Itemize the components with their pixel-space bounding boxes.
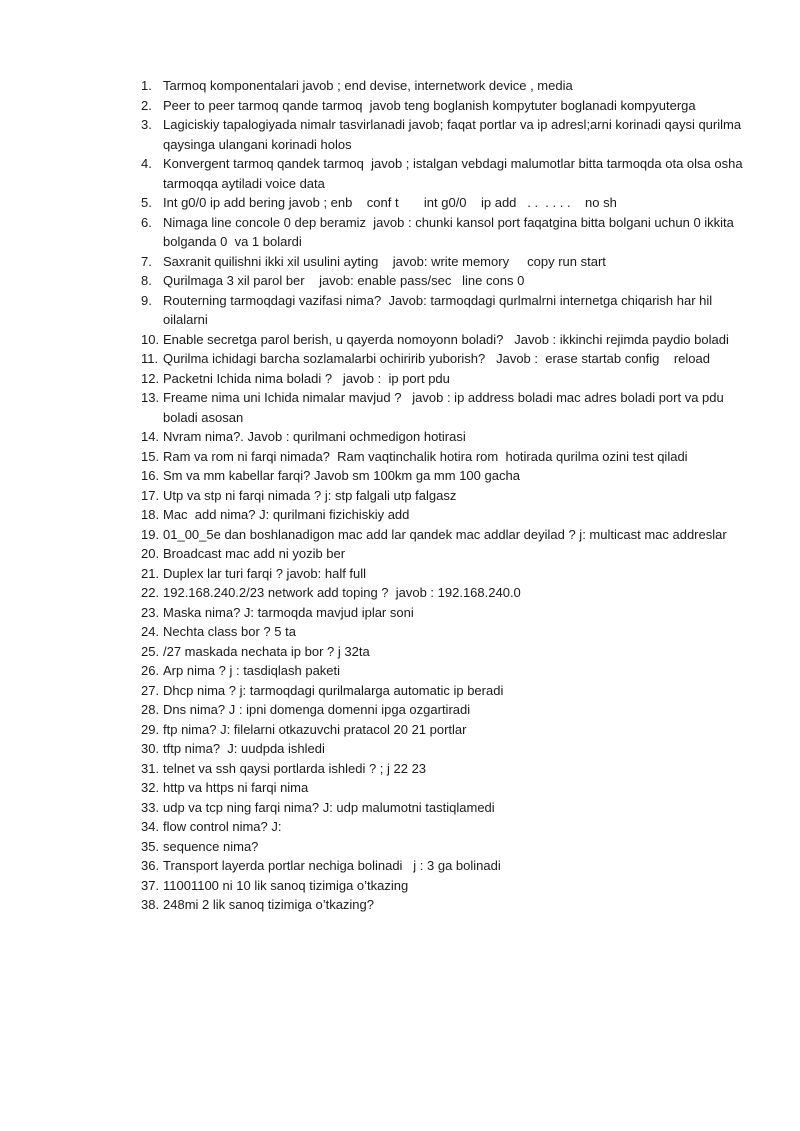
list-item-text: Lagiciskiy tapalogiyada nimalr tasvirlanadi javob; faqat portlar va ip adresl;arni korinadi qaysi qurilma qaysinga ulangani korinadi holos xyxy=(163,117,745,152)
list-item-number-label: 24. xyxy=(141,624,160,639)
list-item-number xyxy=(130,388,163,408)
list-item-number xyxy=(130,447,163,467)
list-item xyxy=(130,739,750,759)
list-item xyxy=(130,349,750,369)
list-item-number xyxy=(130,895,163,915)
list-item-number-label: 30. xyxy=(141,741,160,756)
question-list xyxy=(130,76,750,915)
list-item-number xyxy=(130,252,163,272)
list-item-number xyxy=(130,856,163,876)
list-item-text: Dhcp nima ? j: tarmoqdagi qurilmalarga automatic ip beradi xyxy=(163,682,504,698)
list-item xyxy=(130,96,750,116)
list-item-number xyxy=(130,583,163,603)
list-item-number-label: 34. xyxy=(141,819,160,834)
list-item-text: Nechta class bor ? 5 ta xyxy=(163,624,296,639)
list-item-number-label: 9. xyxy=(141,292,152,308)
list-item-number-label: 26. xyxy=(141,663,160,678)
list-item xyxy=(130,252,750,272)
list-item-number-label: 17. xyxy=(141,487,160,503)
list-item-number-label: 7. xyxy=(141,253,152,269)
list-item-number-label: 5. xyxy=(141,195,152,210)
list-item xyxy=(130,798,750,818)
list-item xyxy=(130,642,750,662)
list-item-number-label: 11. xyxy=(141,351,159,366)
list-item xyxy=(130,778,750,798)
list-item xyxy=(130,544,750,564)
list-item-number-label: 1. xyxy=(141,78,152,93)
list-item xyxy=(130,330,750,350)
list-item xyxy=(130,681,750,701)
list-item xyxy=(130,486,750,506)
list-item-number xyxy=(130,739,163,759)
list-item-number xyxy=(130,622,163,642)
list-item-number xyxy=(130,876,163,896)
list-item-number xyxy=(130,349,163,369)
list-item-number xyxy=(130,76,163,96)
list-item-text: Arp nima ? j : tasdiqlash paketi xyxy=(163,663,341,678)
list-item-number xyxy=(130,700,163,720)
list-item-text: 192.168.240.2/23 network add toping ? javob : 192.168.240.0 xyxy=(163,585,521,600)
list-item-number xyxy=(130,798,163,818)
list-item-text: Nvram nima?. Javob : qurilmani ochmedigon hotirasi xyxy=(163,429,466,444)
list-item-number xyxy=(130,330,163,350)
list-item-number-label: 22. xyxy=(141,585,160,600)
list-item-number-label: 8. xyxy=(141,273,152,288)
list-item-number xyxy=(130,661,163,681)
list-item-number xyxy=(130,193,163,213)
list-item xyxy=(130,583,750,603)
list-item xyxy=(130,856,750,876)
list-item-number xyxy=(130,642,163,662)
list-item-number xyxy=(130,564,163,584)
list-item-number-label: 2. xyxy=(141,97,152,113)
list-item-text: Routerning tarmoqdagi vazifasi nima? Javob: tarmoqdagi qurlmalrni internetga chiqarish har hil oilalarni xyxy=(163,292,716,327)
list-item-number xyxy=(130,427,163,447)
list-item-number-label: 16. xyxy=(141,468,160,483)
list-item-text: udp va tcp ning farqi nima? J: udp malumotni tastiqlamedi xyxy=(163,799,495,815)
list-item xyxy=(130,622,750,642)
list-item-number xyxy=(130,837,163,857)
list-item-text: Transport layerda portlar nechiga bolinadi j : 3 ga bolinadi xyxy=(163,858,501,873)
list-item-number-label: 20. xyxy=(141,546,160,561)
list-item xyxy=(130,388,750,427)
list-item-number-label: 18. xyxy=(141,507,160,522)
list-item-text: Utp va stp ni farqi nimada ? j: stp falgali utp falgasz xyxy=(163,487,457,503)
list-item-text: Qurilma ichidagi barcha sozlamalarbi ochiririb yuborish? Javob : erase startab config reload xyxy=(163,351,710,366)
list-item-text: Freame nima uni Ichida nimalar mavjud ? javob : ip address boladi mac adres boladi port va pdu boladi asosan xyxy=(163,390,728,425)
list-item-text: Qurilmaga 3 xil parol ber javob: enable pass/sec line cons 0 xyxy=(163,273,525,288)
list-item-text: Maska nima? J: tarmoqda mavjud iplar soni xyxy=(163,604,414,620)
list-item-number-label: 21. xyxy=(141,565,160,581)
list-item-text: sequence nima? xyxy=(163,838,259,854)
list-item-number-label: 10. xyxy=(141,331,160,347)
list-item xyxy=(130,720,750,740)
list-item xyxy=(130,525,750,545)
list-item-number-label: 38. xyxy=(141,897,160,912)
list-item-number xyxy=(130,291,163,311)
list-item-text: Int g0/0 ip add bering javob ; enb conf t int g0/0 ip add . . . . . . no sh xyxy=(163,195,617,210)
list-item xyxy=(130,447,750,467)
list-item-text: Duplex lar turi farqi ? javob: half full xyxy=(163,565,367,581)
list-item-number xyxy=(130,505,163,525)
list-item xyxy=(130,817,750,837)
list-item xyxy=(130,603,750,623)
list-item-text: telnet va ssh qaysi portlarda ishledi ? ; j 22 23 xyxy=(163,760,427,776)
list-item-text: tftp nima? J: uudpda ishledi xyxy=(163,741,325,756)
list-item-number-label: 37. xyxy=(141,877,160,893)
list-item-text: 11001100 ni 10 lik sanoq tizimiga o’tkazing xyxy=(163,877,409,893)
list-item-number-label: 15. xyxy=(141,448,160,464)
list-item xyxy=(130,837,750,857)
list-item xyxy=(130,427,750,447)
list-item-text: 01_00_5e dan boshlanadigon mac add lar qandek mac addlar deyilad ? j: multicast mac addreslar xyxy=(163,526,727,542)
list-item xyxy=(130,700,750,720)
list-item-number-label: 32. xyxy=(141,780,160,795)
list-item-number-label: 36. xyxy=(141,858,160,873)
list-item xyxy=(130,76,750,96)
list-item xyxy=(130,291,750,330)
list-item-number-label: 29. xyxy=(141,721,160,737)
list-item-number-label: 19. xyxy=(141,526,160,542)
list-item-text: Packetni Ichida nima boladi ? javob : ip port pdu xyxy=(163,370,450,386)
list-item-number-label: 33. xyxy=(141,799,160,815)
list-item-text: Ram va rom ni farqi nimada? Ram vaqtinchalik hotira rom hotirada qurilma ozini test qiladi xyxy=(163,448,688,464)
list-item-number xyxy=(130,720,163,740)
list-item-number xyxy=(130,525,163,545)
list-item-number xyxy=(130,681,163,701)
list-item-number-label: 27. xyxy=(141,682,160,698)
list-item xyxy=(130,505,750,525)
list-item-text: Tarmoq komponentalari javob ; end devise, internetwork device , media xyxy=(163,78,573,93)
list-item xyxy=(130,466,750,486)
list-item-number xyxy=(130,213,163,233)
list-item-number xyxy=(130,96,163,116)
list-item-text: /27 maskada nechata ip bor ? j 32ta xyxy=(163,643,370,659)
list-item-number xyxy=(130,369,163,389)
list-item-number-label: 35. xyxy=(141,838,160,854)
list-item-number-label: 12. xyxy=(141,370,160,386)
list-item-text: 248mi 2 lik sanoq tizimiga o’tkazing? xyxy=(163,897,374,912)
list-item-text: Konvergent tarmoq qandek tarmoq javob ; istalgan vebdagi malumotlar bitta tarmoqda ota olsa osha tarmoqqa aytiladi voice data xyxy=(163,156,747,191)
list-item-number-label: 3. xyxy=(141,117,152,132)
list-item-number xyxy=(130,115,163,135)
list-item-number xyxy=(130,544,163,564)
list-item-number-label: 23. xyxy=(141,604,160,620)
list-item-number xyxy=(130,466,163,486)
list-item-number xyxy=(130,778,163,798)
list-item xyxy=(130,759,750,779)
list-item-number-label: 6. xyxy=(141,214,152,230)
list-item-number xyxy=(130,817,163,837)
list-item xyxy=(130,193,750,213)
list-item-text: http va https ni farqi nima xyxy=(163,780,309,795)
list-item-text: Saxranit quilishni ikki xil usulini ayting javob: write memory copy run start xyxy=(163,253,606,269)
list-item xyxy=(130,876,750,896)
list-item xyxy=(130,154,750,193)
list-item-number xyxy=(130,486,163,506)
list-item-text: Enable secretga parol berish, u qayerda nomoyonn boladi? Javob : ikkinchi rejimda paydio boladi xyxy=(163,331,729,347)
list-item-number-label: 31. xyxy=(141,760,160,776)
list-item-number xyxy=(130,759,163,779)
list-item-number-label: 13. xyxy=(141,390,160,405)
list-item-number xyxy=(130,154,163,174)
list-item-number-label: 4. xyxy=(141,156,152,171)
list-item xyxy=(130,271,750,291)
list-item-text: Mac add nima? J: qurilmani fizichiskiy add xyxy=(163,507,410,522)
list-item xyxy=(130,895,750,915)
list-item-text: ftp nima? J: filelarni otkazuvchi pratacol 20 21 portlar xyxy=(163,721,467,737)
list-item-text: Dns nima? J : ipni domenga domenni ipga ozgartiradi xyxy=(163,702,471,717)
list-item-text: flow control nima? J: xyxy=(163,819,282,834)
list-item xyxy=(130,213,750,252)
list-item-number xyxy=(130,603,163,623)
list-item-number xyxy=(130,271,163,291)
list-item-number-label: 28. xyxy=(141,702,160,717)
list-item-text: Peer to peer tarmoq qande tarmoq javob teng boglanish kompytuter boglanadi kompyuterga xyxy=(163,97,696,113)
list-item-number-label: 25. xyxy=(141,643,160,659)
list-item xyxy=(130,564,750,584)
list-item-text: Sm va mm kabellar farqi? Javob sm 100km ga mm 100 gacha xyxy=(163,468,520,483)
list-item-number-label: 14. xyxy=(141,429,160,444)
list-item-text: Nimaga line concole 0 dep beramiz javob : chunki kansol port faqatgina bitta bolgani uchun 0 ikkita bolganda 0 va 1 bolardi xyxy=(163,214,738,249)
list-item-text: Broadcast mac add ni yozib ber xyxy=(163,546,346,561)
list-item xyxy=(130,661,750,681)
list-item xyxy=(130,369,750,389)
list-item xyxy=(130,115,750,154)
